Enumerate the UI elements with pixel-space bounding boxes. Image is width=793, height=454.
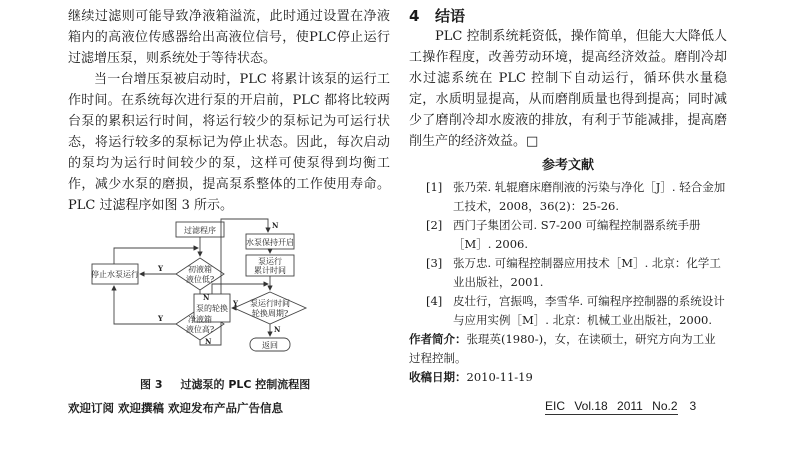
label-no: N [203, 293, 210, 302]
reference-item [409, 254, 727, 292]
node-pump-keep-on: 水泵保持开启 [246, 238, 294, 247]
reference-item [409, 292, 727, 330]
received-date-value: 2010-11-19 [466, 370, 533, 384]
conclusion-paragraph: PLC 控制系统耗资低，操作简单，但能大大降低人工操作程度，改善劳动环境，提高经济效益。磨削冷却水过滤系统在 PLC 控制下自动运行，循环供水量稳定，水质明显提高，从而磨削质量也得到提高；同时减少了磨削冷却水废液的排放，有利于节能减排，提高磨削生产的经济效益。□ [409, 29, 727, 149]
reference-text: 张乃荣. 轧辊磨床磨削液的污染与净化［J］. 轻合金加工技术，2008，36(2)：25-26. [453, 180, 726, 213]
node-pump-rotation: 泵的轮换 [196, 304, 228, 313]
node-pump-time-line2: 累计时间 [254, 266, 286, 275]
journal-citation: EIC Vol.18 2011 No.2 [545, 399, 678, 413]
label-yes: Y [158, 264, 163, 273]
node-return: 返回 [262, 341, 278, 350]
reference-text: 西门子集团公司. S7-200 可编程控制器系统手册［M］. 2006. [453, 218, 701, 251]
page-number: 3 [689, 399, 697, 413]
node-raw-tank-low-line1: 初液箱 [188, 265, 212, 274]
footer-journal-info [545, 399, 696, 413]
figure-caption [140, 376, 310, 392]
author-bio [409, 330, 727, 368]
references-heading: 参考文献 [541, 158, 594, 173]
section-title: 结语 [435, 7, 466, 25]
label-no: N [274, 325, 281, 334]
author-bio-label: 作者简介： [409, 332, 467, 346]
section-number: 4 [409, 7, 420, 25]
flowchart-figure [88, 218, 378, 370]
node-start: 过滤程序 [184, 226, 216, 235]
reference-tag: [4] [426, 294, 443, 308]
node-pump-time-line1: 泵运行 [258, 257, 282, 266]
node-rotation-check-line2: 轮换周期? [251, 309, 289, 318]
section-heading [409, 6, 727, 26]
node-raw-tank-low-line2: 液位低? [185, 275, 215, 284]
node-clean-tank-high-line1: 净液箱 [188, 315, 212, 324]
reference-tag: [1] [426, 180, 443, 194]
reference-text: 张万忠. 可编程控制器应用技术［M］. 北京：化学工业出版社，2001. [453, 256, 721, 289]
node-stop-pump: 停止水泵运行 [91, 270, 139, 279]
reference-item [409, 216, 727, 254]
body-paragraph: 继续过滤则可能导致净液箱溢流，此时通过设置在净液箱内的高液位传感器给出高液位信号，使PLC停止运行过滤增压泵，则系统处于等待状态。 [68, 9, 390, 66]
label-no: N [205, 337, 212, 346]
figure-number: 图 3 [140, 378, 163, 391]
left-column [68, 6, 390, 216]
label-yes: Y [158, 314, 163, 323]
received-date [409, 368, 727, 387]
node-clean-tank-high-line2: 液位高? [185, 325, 215, 334]
reference-tag: [2] [426, 218, 443, 232]
label-no: N [272, 221, 279, 230]
reference-item [409, 178, 727, 216]
node-rotation-check-line1: 泵运行时间 [250, 299, 290, 308]
reference-tag: [3] [426, 256, 443, 270]
figure-caption-text: 过滤泵的 PLC 控制流程图 [180, 378, 311, 391]
author-bio-text: 张琨英(1980-)，女，在读硕士，研究方向为工业过程控制。 [409, 332, 716, 365]
received-date-label: 收稿日期： [409, 370, 467, 384]
reference-text: 皮壮行，宫振鸣，李雪华. 可编程序控制器的系统设计与应用实例［M］. 北京：机械工业出版社，2000. [453, 294, 725, 327]
body-paragraph: 当一台增压泵被启动时，PLC 将累计该泵的运行工作时间。在系统每次进行泵的开启前，PLC 都将比较两台泵的累积运行时间，将运行较少的泵标记为可运行状态，将运行较多的泵标记为停止状态。因此，每次启动的泵均为运行时间较少的泵，这样可使泵得到均衡工作，减少水泵的磨损，提高泵系整体的工作使用寿命。PLC 过滤程序如图 3 所示。 [68, 72, 390, 213]
footer-slogan: 欢迎订阅 欢迎撰稿 欢迎发布产品广告信息 [68, 401, 284, 415]
right-column [409, 6, 727, 387]
label-yes: Y [233, 299, 238, 308]
